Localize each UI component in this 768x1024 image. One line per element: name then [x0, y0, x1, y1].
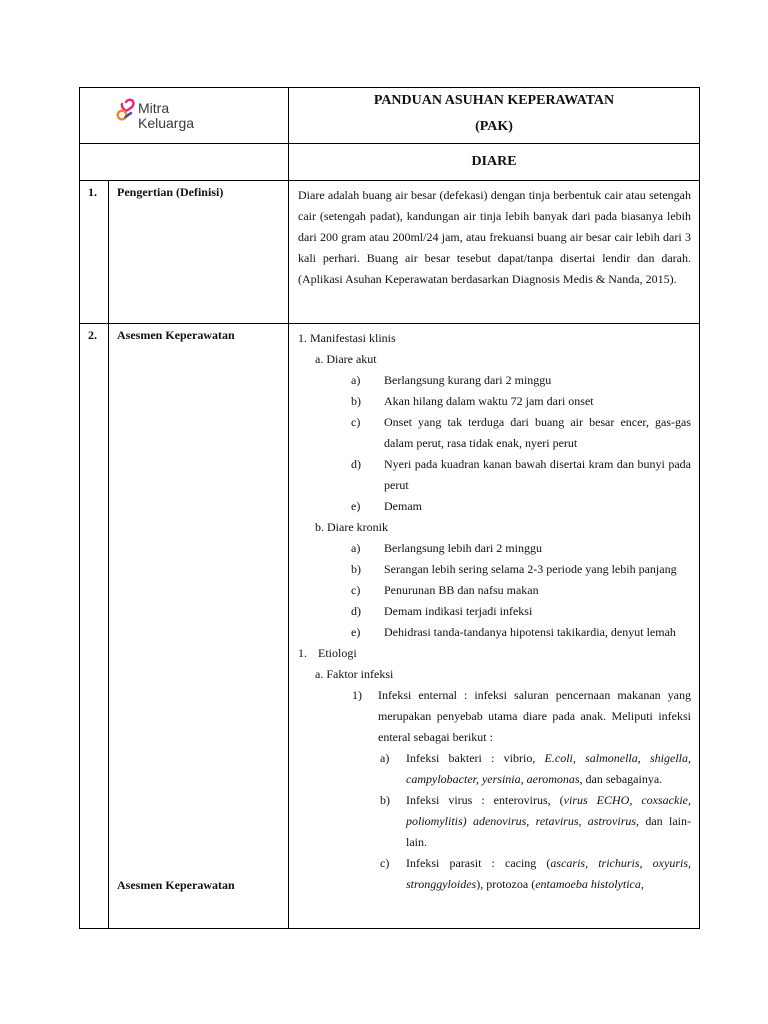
list-text: Dehidrasi tanda-tandanya hipotensi takikardia, denyut lemah: [384, 625, 676, 639]
document-title: PANDUAN ASUHAN KEPERAWATAN: [373, 93, 615, 108]
list-text: Demam indikasi terjadi infeksi: [384, 604, 533, 618]
subsection-heading: b. Diare kronik: [315, 520, 388, 534]
list-item: [298, 622, 691, 643]
list-text: [406, 853, 691, 895]
list-marker: 1.: [298, 646, 307, 660]
logo-wordmark: [138, 101, 194, 131]
topic-row: [80, 144, 700, 181]
list-marker: c): [380, 856, 390, 870]
list-marker: 1): [352, 688, 362, 702]
list-marker: c): [351, 583, 361, 597]
list-text: Berlangsung kurang dari 2 minggu: [384, 373, 552, 387]
list-marker: b): [380, 793, 390, 807]
document-page: [79, 87, 699, 932]
text-run: dan lain-lain.: [406, 814, 691, 849]
list-text: Penurunan BB dan nafsu makan: [384, 583, 539, 597]
logo-mark-icon: [116, 98, 138, 124]
list-item: [298, 853, 691, 895]
italic-run: entamoeba histolytica,: [535, 877, 644, 891]
list-item: [298, 601, 691, 622]
list-text: Onset yang tak terduga dari buang air besar encer, gas-gas dalam perut, rasa tidak enak, nyeri perut: [384, 415, 691, 450]
akut-list: [298, 370, 691, 517]
subsection-heading: a. Faktor infeksi: [315, 667, 394, 681]
asesmen-label: Asesmen Keperawatan: [117, 328, 235, 342]
list-text: Demam: [384, 499, 422, 513]
text-run: dan sebagainya.: [582, 772, 663, 786]
asesmen-label-repeat: Asesmen Keperawatan: [117, 878, 235, 892]
list-text: Infeksi enternal : infeksi saluran pencernaan makanan yang merupakan penyebab utama diare pada anak. Meliputi infeksi enteral sebagai berikut :: [378, 688, 691, 744]
list-item: [298, 454, 691, 496]
list-item: [298, 496, 691, 517]
list-text: Berlangsung lebih dari 2 minggu: [384, 541, 542, 555]
document-subtitle-code: (PAK): [475, 119, 513, 134]
list-item: [298, 559, 691, 580]
list-text: Serangan lebih sering selama 2-3 periode yang lebih panjang: [384, 562, 677, 576]
list-marker: c): [351, 415, 361, 429]
list-text: Nyeri pada kuadran kanan bawah disertai kram dan bunyi pada perut: [384, 457, 691, 492]
row-label: Pengertian (Definisi): [109, 181, 289, 324]
list-item: [298, 370, 691, 391]
row-number: 2.: [80, 324, 109, 929]
list-item: [298, 685, 691, 748]
italic-run: virus ECHO, coxsackie, poliomylitis) adenovirus, retavirus, astrovirus,: [406, 793, 691, 828]
list-item: [298, 580, 691, 601]
list-item: [298, 538, 691, 559]
italic-run: ascaris, trichuris, oxyuris, stronggyloides: [406, 856, 691, 891]
italic-run: E.coli, salmonella, shigella, campylobacter, yersinia, aeromonas,: [406, 751, 691, 786]
list-marker: b): [351, 394, 361, 408]
row-content: [289, 181, 700, 324]
list-text: Akan hilang dalam waktu 72 jam dari onset: [384, 394, 594, 408]
list-item: [298, 412, 691, 454]
list-text: Etiologi: [318, 646, 357, 660]
subsection-heading: a. Diare akut: [315, 352, 377, 366]
list-marker: e): [351, 625, 361, 639]
text-run: ), protozoa (: [476, 877, 536, 891]
text-run: Infeksi parasit : cacing (: [406, 856, 551, 870]
list-text: [406, 748, 691, 790]
text-run: Infeksi bakteri : vibrio,: [406, 751, 545, 765]
list-item: [298, 790, 691, 853]
row-content: [289, 324, 700, 929]
list-marker: a): [351, 373, 361, 387]
section-heading: [298, 643, 691, 664]
mitra-keluarga-logo: [116, 98, 236, 138]
topic-empty-cell: [80, 144, 289, 181]
row-asesmen: [80, 324, 700, 929]
list-marker: a): [380, 751, 390, 765]
topic-title: DIARE: [289, 144, 700, 181]
list-marker: d): [351, 604, 361, 618]
logo-line-1: Mitra: [138, 100, 170, 116]
logo-line-2: Keluarga: [138, 115, 195, 131]
row-number: 1.: [80, 181, 109, 324]
section-heading: 1. Manifestasi klinis: [298, 331, 396, 345]
list-marker: b): [351, 562, 361, 576]
logo-cell: [80, 88, 289, 144]
list-marker: d): [351, 457, 361, 471]
row-label: [109, 324, 289, 929]
list-marker: a): [351, 541, 361, 555]
definition-text: Diare adalah buang air besar (defekasi) dengan tinja berbentuk cair atau setengah cair (setengah padat), kandungan air tinja lebih banyak dari pada biasanya lebih dari 200 gram atau 200ml/24 jam, atau frekuansi buang air besar cair lebih dari 3 kali perhari. Buang air besar tesebut dapat/tanpa disertai lendir dan darah. (Aplikasi Asuhan Keperawatan berdasarkan Diagnosis Medis & Nanda, 2015).: [298, 188, 691, 286]
list-text: [406, 790, 691, 853]
pak-table: [79, 87, 700, 929]
header-row: [80, 88, 700, 144]
kronik-list: [298, 538, 691, 643]
list-marker: e): [351, 499, 361, 513]
text-run: Infeksi virus : enterovirus, (: [406, 793, 564, 807]
list-item: [298, 391, 691, 412]
row-definisi: [80, 181, 700, 324]
list-item: [298, 748, 691, 790]
title-cell: [289, 88, 700, 144]
